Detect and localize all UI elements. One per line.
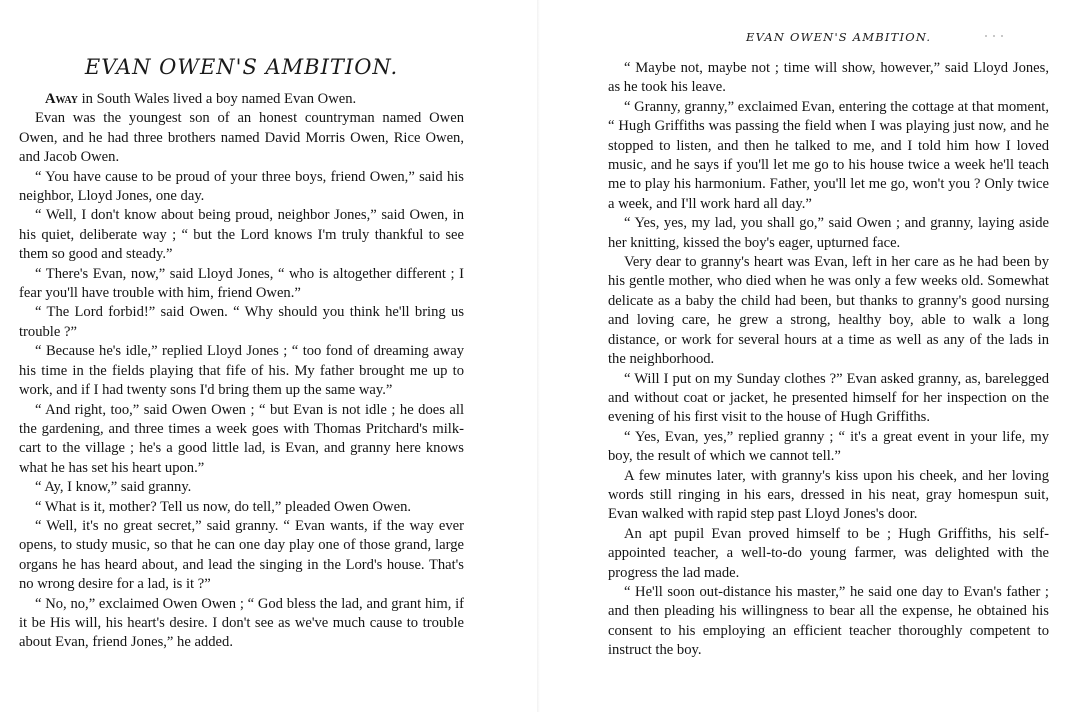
book-gutter: [537, 0, 540, 712]
paragraph: Very dear to granny's heart was Evan, left in her care as he had been by his gentle mother, who died when he was only a few weeks old. Somewhat delicate as a baby the child had been, but thanks to granny's good nursing and loving care, he grew a strong, healthy boy, able to walk a long distance, or work for several hours at a time as well as any of the lads in the neighborhood.: [608, 254, 1049, 368]
page-specks: [985, 24, 1035, 26]
paragraph: A few minutes later, with granny's kiss upon his cheek, and her loving words still ringing in his ears, dressed in his neat, gray homespun suit, Evan walked with rapid step past Lloyd Jones's door.: [608, 467, 1049, 523]
paragraph: Away in South Wales lived a boy named Evan Owen.: [45, 91, 357, 107]
paragraph: “ And right, too,” said Owen Owen ; “ but Evan is not idle ; he does all the gardening, and three times a week goes with Thomas Pritchard's milk-cart to the village ; he's a good little lad, is Evan, and granny here knows what he has set his heart upon.”: [19, 401, 464, 476]
paragraph: “ Yes, Evan, yes,” replied granny ; “ it's a great event in your life, my boy, the result of which we cannot tell.”: [608, 428, 1049, 465]
paragraph: “ Yes, yes, my lad, you shall go,” said Owen ; and granny, laying aside her knitting, kissed the boy's eager, upturned face.: [608, 215, 1049, 251]
paragraph: “ There's Evan, now,” said Lloyd Jones, “ who is altogether different ; I fear you'll have trouble with him, friend Owen.”: [19, 265, 464, 302]
paragraph: “ Well, I don't know about being proud, neighbor Jones,” said Owen, in his quiet, deliberate way ; “ but the Lord knows I'm truly thankful to see them so good and steady.”: [19, 207, 464, 263]
paragraph: “ He'll soon out-distance his master,” he said one day to Evan's father ; and then pleading his willingness to bear all the expense, he obtained his consent to his employing an efficient teacher thoroughly competent to instruct the boy.: [608, 583, 1049, 659]
lead-word: Away: [45, 91, 78, 107]
paragraph: “ Will I put on my Sunday clothes ?” Evan asked granny, as, barelegged and without coat or jacket, he presented himself for her inspection on the evening of his first visit to the house of Hugh Griffiths.: [608, 370, 1049, 426]
paragraph: “ Because he's idle,” replied Lloyd Jones ; “ too fond of dreaming away his time in the fields playing that fife of his. My father brought me up to work, and if I had twenty sons I'd bring them up the same way.”: [19, 343, 464, 399]
paragraph: “ No, no,” exclaimed Owen Owen ; “ God bless the lad, and grant him, if it be His will, his heart's desire. I don't see as we've much cause to trouble about Evan, friend Jones,” he added.: [19, 595, 464, 651]
chapter-title: EVAN OWEN'S AMBITION.: [84, 55, 399, 79]
paragraph: “ Maybe not, maybe not ; time will show, however,” said Lloyd Jones, as he took his leave.: [608, 60, 1049, 96]
paragraph: “ The Lord forbid!” said Owen. “ Why should you think he'll bring us trouble ?”: [19, 304, 464, 340]
paragraph: “ You have cause to be proud of your three boys, friend Owen,” said his neighbor, Lloyd Jones, one day.: [19, 168, 464, 205]
paragraph: Evan was the youngest son of an honest countryman named Owen Owen, and he had three brothers named David Morris Owen, Rice Owen, and Jacob Owen.: [19, 110, 464, 166]
paragraph: “ Well, it's no great secret,” said granny. “ Evan wants, if the way ever opens, to study music, so that he can one day play one of those grand, large organs he has heard about, and lead the singing in the Lord's house. That's no wrong desire for a lad, is it ?”: [19, 517, 464, 593]
left-text-column: [19, 90, 464, 653]
paragraph: “ What is it, mother? Tell us now, do tell,” pleaded Owen Owen.: [35, 498, 412, 515]
right-text-column: [608, 59, 1049, 661]
running-head: EVAN OWEN'S AMBITION.: [746, 30, 932, 44]
paragraph: “ Ay, I know,” said granny.: [35, 479, 192, 496]
paragraph: An apt pupil Evan proved himself to be ; Hugh Griffiths, his self-appointed teacher, a well-to-do young farmer, was delighted with the progress the lad made.: [608, 525, 1049, 581]
paragraph: “ Granny, granny,” exclaimed Evan, entering the cottage at that moment, “ Hugh Griffiths was passing the field when I was playing just now, and he stopped to listen, and then he talked to me, and I told him how I loved music, and he says if you'll let me go to his house twice a week he'll teach me to play his harmonium. Father, you'll let me go, won't you ? Only twice a week, and I'll work hard all day.”: [608, 98, 1049, 212]
